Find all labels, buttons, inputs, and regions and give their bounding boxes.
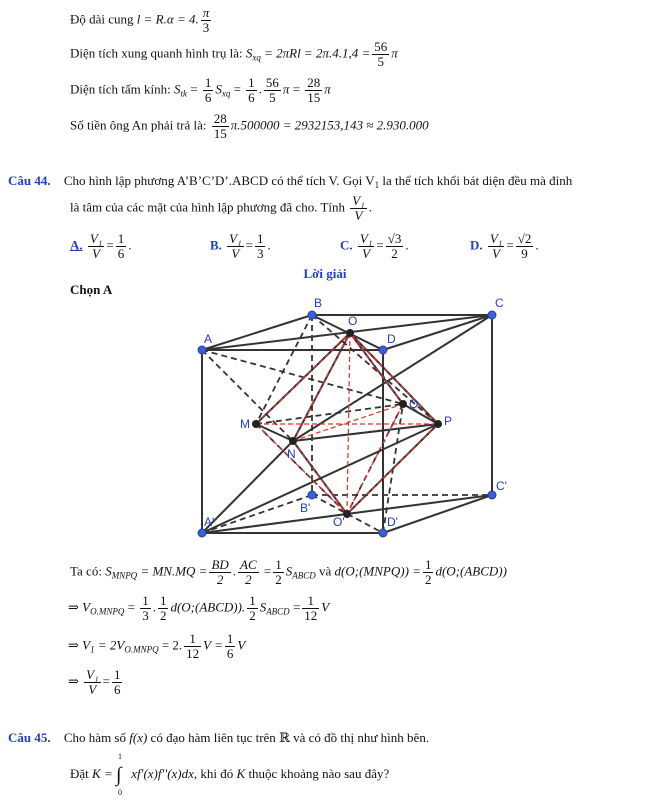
- solution-step-3: ⇒ $V_1 = 2V_{O.MNPQ} = 2$. $\frac{1}{12}$ V = $\frac{1}{6}$ V: [68, 631, 246, 661]
- label-N: N: [287, 447, 296, 461]
- label-Cp: C': [496, 479, 507, 493]
- label-Op: O': [333, 515, 345, 529]
- point-P: [434, 420, 442, 428]
- option-a: A. $\frac{\text{V₁}}{V}$ = $\frac{1}{6}$ .: [70, 231, 132, 261]
- option-b: B. $\frac{\text{V₁}}{V}$ = $\frac{1}{3}$ .: [210, 231, 271, 261]
- point-Q: [399, 400, 407, 408]
- fraction: $\frac{\pi}{3}$: [202, 5, 210, 35]
- cost-line: Số tiền ông An phải trả là: $\frac{28}{15}$ π.500000 = 2932153,143 ≈ 2.930.000: [70, 111, 429, 141]
- label-Q: Q: [409, 397, 419, 411]
- point-O: [346, 329, 354, 337]
- vertex-Dp: [379, 529, 387, 537]
- vertex-D: [379, 346, 387, 354]
- label-D: D: [387, 332, 396, 346]
- chosen-answer: Chọn A: [70, 282, 113, 297]
- label-C: C: [495, 296, 504, 310]
- vertex-Cp: [488, 491, 496, 499]
- vertex-Bp: [308, 491, 316, 499]
- label-Bp: B': [300, 501, 311, 515]
- label-B: B: [314, 296, 323, 310]
- label-Dp: D': [387, 515, 398, 529]
- lateral-area-line: Diện tích xung quanh hình trụ là: $S_{xq} = 2\pi Rl = 2\pi.4.1,4$ = $\frac{56}{5}$ π: [70, 39, 398, 69]
- label-P: P: [444, 414, 453, 428]
- label-O: O: [348, 314, 358, 328]
- question-45: Câu 45. Cho hàm số f(x) có đạo hàm liên tục trên ℝ và có đồ thị như hình bên.: [8, 730, 430, 745]
- question-44-line2: là tâm của các mặt của hình lập phương đã cho. Tính $\frac{\text{V₁}}{V}$ .: [70, 193, 372, 223]
- question-44: Câu 44. Cho hình lập phương A’B’C’D’.ABCD có thể tích V. Gọi $V_1$ la thể tích khối bát diện đều mà đỉnh: [8, 173, 573, 190]
- vertex-C: [488, 311, 496, 319]
- option-c: C. $\frac{\text{V₁}}{V}$ = $\frac{√3}{2}$ .: [340, 231, 409, 261]
- label-A: A: [204, 332, 213, 346]
- label-Ap: A': [204, 515, 215, 529]
- edge-D-C: [383, 315, 492, 350]
- edge-A-B: [202, 315, 312, 350]
- option-d: D. $\frac{\text{V₁}}{V}$ = $\frac{√2}{9}$ .: [470, 231, 539, 261]
- vertex-A: [198, 346, 206, 354]
- arc-length-line: Độ dài cung l = R.α = 4. $\frac{\pi}{3}$: [70, 5, 210, 35]
- solution-step-2: ⇒ $V_{O.MNPQ}$ = $\frac{1}{3}$ . $\frac{1}{2}$ d(O;(ABCD)). $\frac{1}{2}$ $S_{ABCD}$ = $\frac{1}{12}$ V: [68, 593, 330, 623]
- edge-Dp-Cp: [383, 495, 492, 533]
- question-45-line2: Đặt K = 1 ∫ 0 xf′(x)f′′(x)dx, khi đó K thuộc khoảng nào sau đây?: [70, 752, 390, 797]
- label-M: M: [240, 417, 250, 431]
- solution-heading: Lời giải: [303, 266, 347, 281]
- vertex-Ap: [198, 529, 206, 537]
- glass-area-line: Diện tích tấm kính: $S_{tk}$ = $\frac{1}{6}$ $S_{xq}$ = $\frac{1}{6}$ . $\frac{56}{5}$ π = $\frac{28}{15}$ π: [70, 75, 331, 105]
- solution-step-1: Ta có: $S_{MNPQ} = MN.MQ$ = $\frac{BD}{2}$ . $\frac{AC}{2}$ = $\frac{1}{2}$ $S_{ABCD}$ và d(O;(MNPQ)) = $\frac{1}{2}$ d(O;(ABCD)): [70, 557, 507, 587]
- point-N: [289, 437, 297, 445]
- point-M: [252, 420, 260, 428]
- vertex-B: [308, 311, 316, 319]
- solution-step-4: ⇒ $\frac{\text{V₁}}{V}$ = $\frac{1}{6}$: [68, 667, 121, 697]
- integral-sign: 1 ∫ 0: [115, 752, 122, 797]
- question-label: Câu 44.: [8, 173, 51, 188]
- question-label: Câu 45.: [8, 730, 51, 745]
